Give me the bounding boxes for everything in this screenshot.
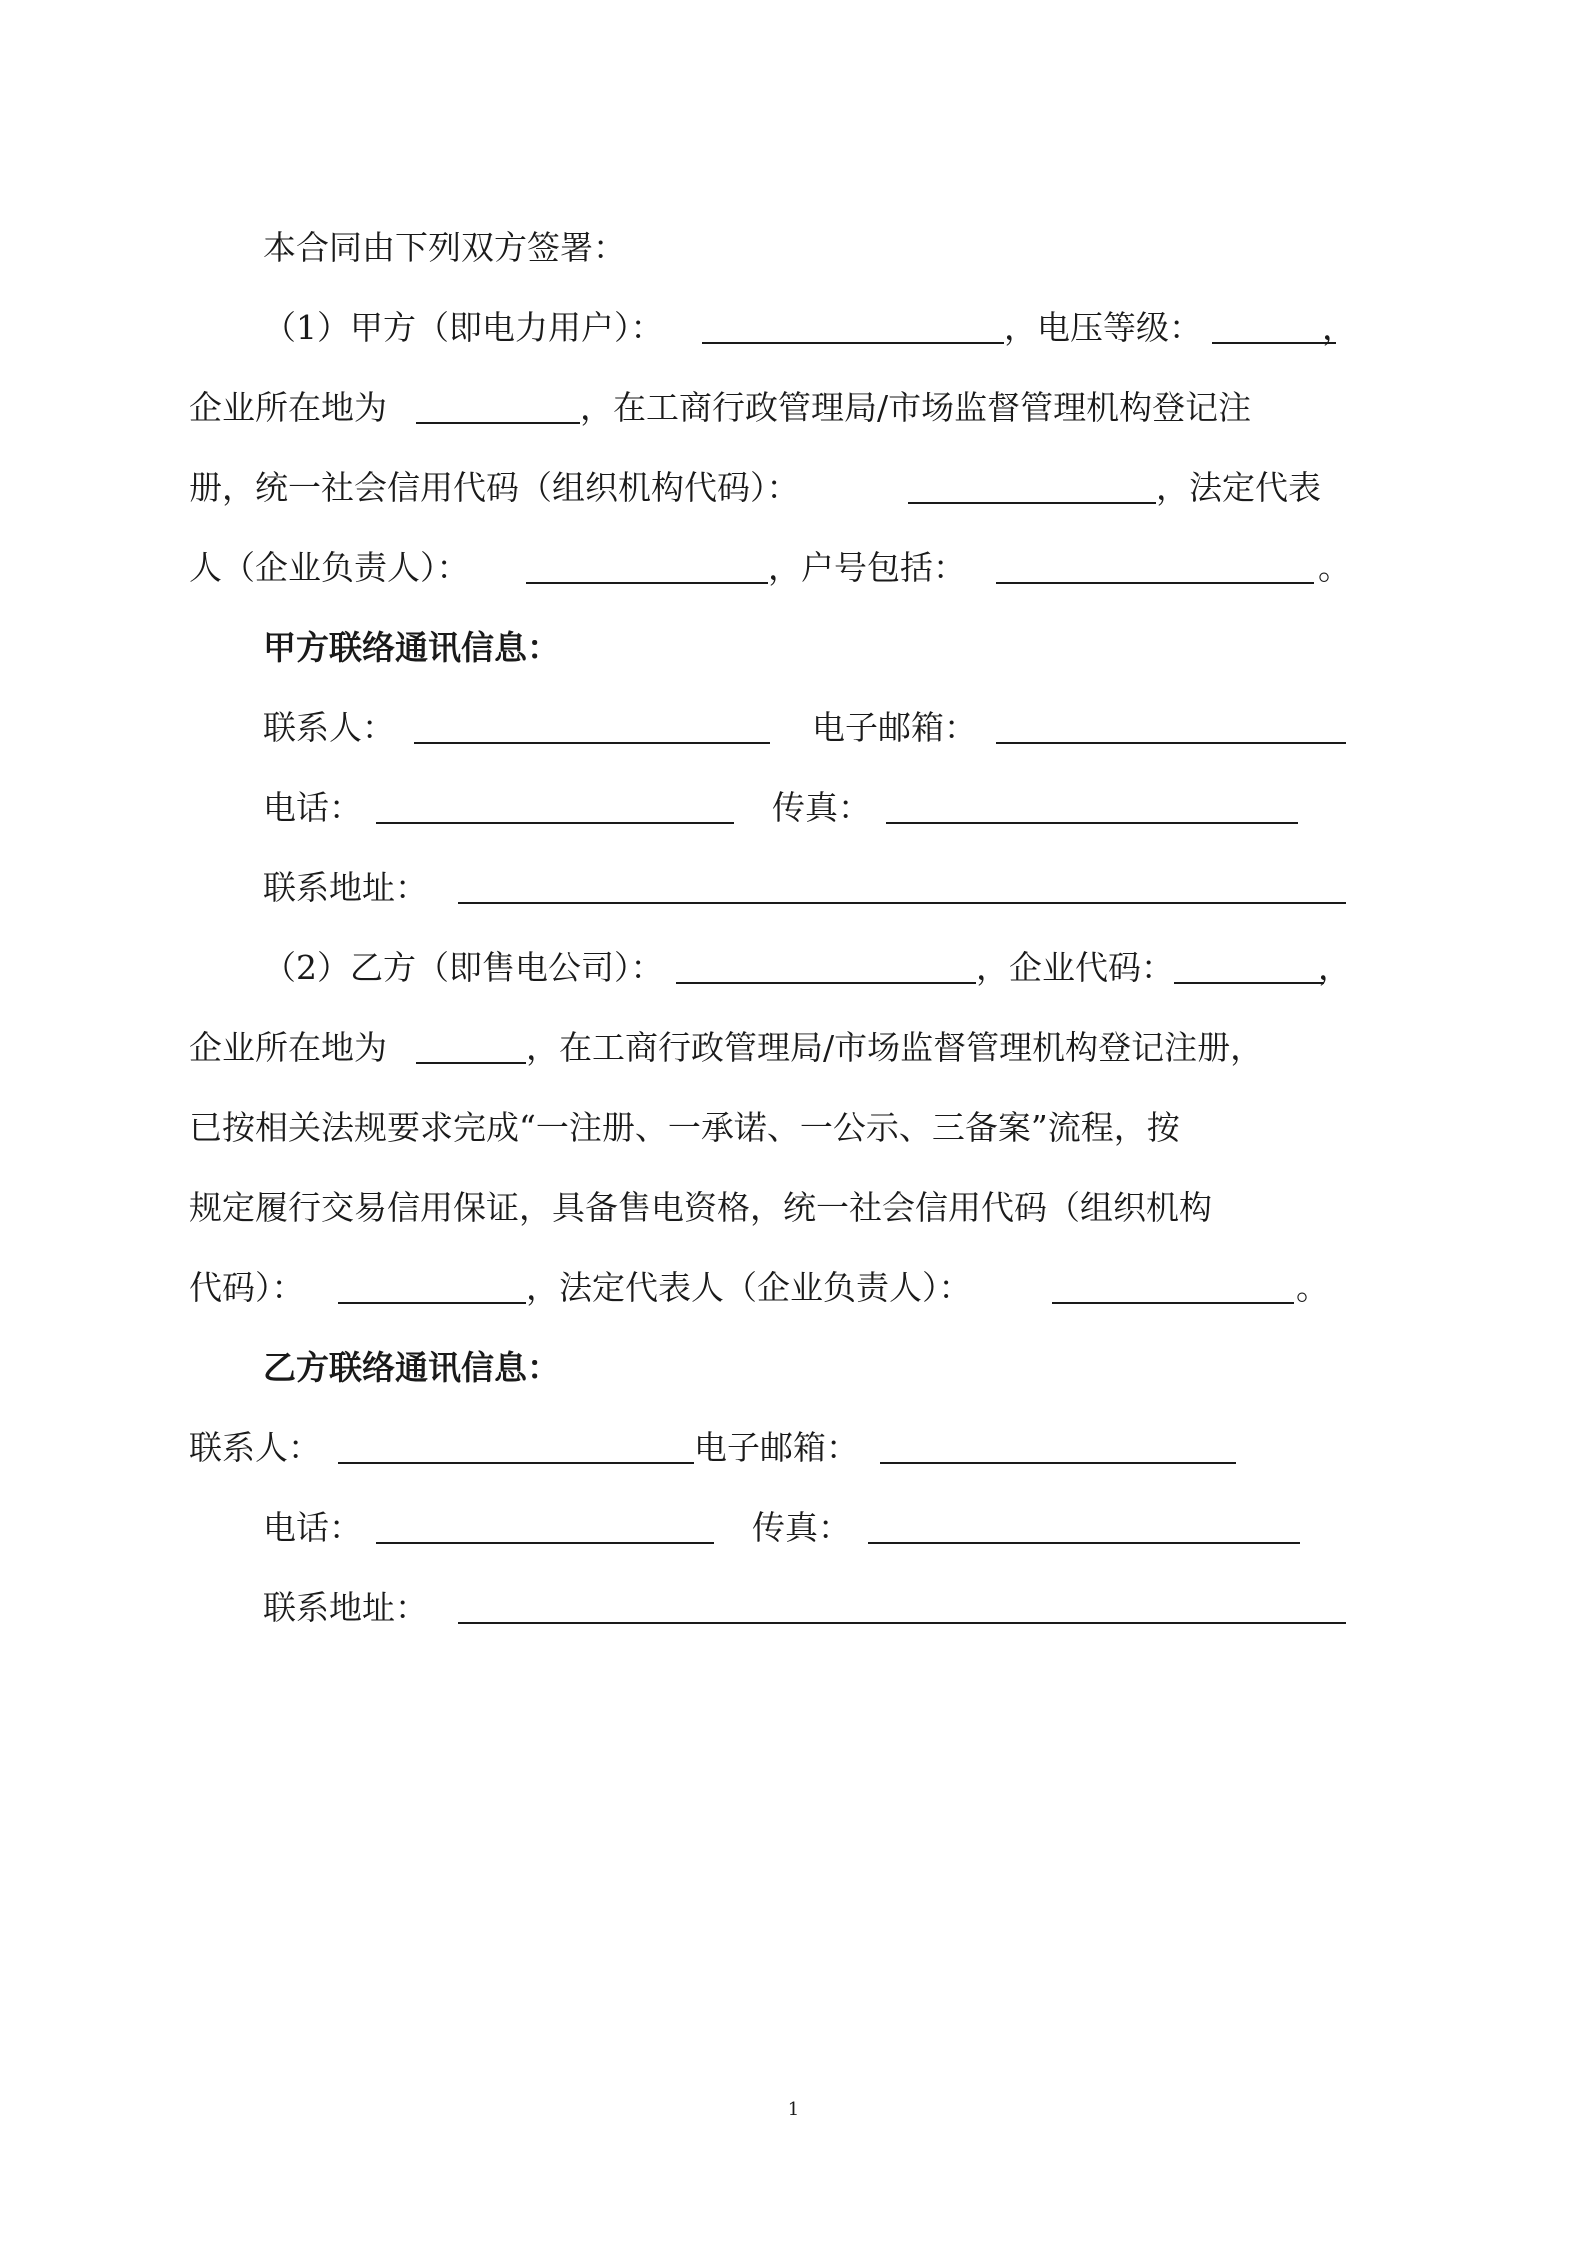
party-a-address-label: 联系地址： bbox=[263, 868, 428, 907]
party-b-fax-field[interactable] bbox=[868, 1542, 1300, 1544]
party-b-register-text: ，在工商行政管理局/市场监督管理机构登记注册， bbox=[526, 1028, 1264, 1067]
party-a-fax-label: 传真： bbox=[772, 788, 871, 827]
party-b-location-field[interactable] bbox=[416, 1062, 526, 1064]
party-b-period: 。 bbox=[1296, 1268, 1329, 1307]
party-b-legal-rep-field[interactable] bbox=[1052, 1302, 1294, 1304]
party-a-label: （1）甲方（即电力用户）： bbox=[263, 308, 664, 347]
party-a-credit-code-label: 册，统一社会信用代码（组织机构代码）： bbox=[189, 468, 800, 507]
party-b-email-field[interactable] bbox=[880, 1462, 1236, 1464]
party-a-legal-rep-field[interactable] bbox=[526, 582, 768, 584]
party-b-address-label: 联系地址： bbox=[263, 1588, 428, 1627]
party-a-credit-code-field[interactable] bbox=[908, 502, 1156, 504]
party-a-email-label: 电子邮箱： bbox=[812, 708, 977, 747]
party-b-legal-rep-label: ，法定代表人（企业负责人）： bbox=[526, 1268, 972, 1307]
party-a-fax-field[interactable] bbox=[886, 822, 1298, 824]
page-number: 1 bbox=[787, 2099, 800, 2120]
party-b-credit-code-label: 代码）： bbox=[189, 1268, 305, 1307]
party-a-email-field[interactable] bbox=[996, 742, 1346, 744]
party-b-code-field[interactable] bbox=[1174, 982, 1324, 984]
party-a-contact-heading: 甲方联络通讯信息： bbox=[263, 628, 560, 667]
party-b-label: （2）乙方（即售电公司）： bbox=[263, 948, 664, 987]
party-b-process-text: 已按相关法规要求完成“一注册、一承诺、一公示、三备案”流程，按 bbox=[189, 1108, 1180, 1147]
voltage-field[interactable] bbox=[1212, 342, 1336, 344]
party-b-location-label: 企业所在地为 bbox=[189, 1028, 387, 1067]
party-b-qualification-text: 规定履行交易信用保证，具备售电资格，统一社会信用代码（组织机构 bbox=[189, 1188, 1212, 1227]
party-a-legal-rep-label: ，法定代表 bbox=[1156, 468, 1321, 507]
account-label: ，户号包括： bbox=[768, 548, 966, 587]
voltage-end: ， bbox=[1322, 308, 1355, 347]
party-b-fax-label: 传真： bbox=[752, 1508, 851, 1547]
party-b-address-field[interactable] bbox=[458, 1622, 1346, 1624]
party-b-code-label: ，企业代码： bbox=[976, 948, 1174, 987]
party-b-credit-code-field[interactable] bbox=[338, 1302, 526, 1304]
party-a-register-text: ，在工商行政管理局/市场监督管理机构登记注 bbox=[580, 388, 1252, 427]
party-b-email-label: 电子邮箱： bbox=[694, 1428, 859, 1467]
party-a-address-field[interactable] bbox=[458, 902, 1346, 904]
intro-text: 本合同由下列双方签署： bbox=[263, 228, 626, 267]
party-a-legal-rep-label-2: 人（企业负责人）： bbox=[189, 548, 470, 587]
party-b-name-field[interactable] bbox=[676, 982, 976, 984]
party-b-phone-field[interactable] bbox=[376, 1542, 714, 1544]
party-a-location-field[interactable] bbox=[416, 422, 580, 424]
party-b-code-end: ， bbox=[1318, 948, 1351, 987]
party-b-contact-person-field[interactable] bbox=[338, 1462, 694, 1464]
party-a-contact-person-field[interactable] bbox=[414, 742, 770, 744]
voltage-label: ，电压等级： bbox=[1004, 308, 1202, 347]
party-a-contact-person-label: 联系人： bbox=[263, 708, 395, 747]
party-a-location-label: 企业所在地为 bbox=[189, 388, 387, 427]
party-a-phone-field[interactable] bbox=[376, 822, 734, 824]
party-b-contact-person-label: 联系人： bbox=[189, 1428, 321, 1467]
party-a-name-field[interactable] bbox=[702, 342, 1004, 344]
party-b-phone-label: 电话： bbox=[263, 1508, 362, 1547]
party-b-contact-heading: 乙方联络通讯信息： bbox=[263, 1348, 560, 1387]
party-a-phone-label: 电话： bbox=[263, 788, 362, 827]
party-a-period: 。 bbox=[1318, 548, 1351, 587]
account-field[interactable] bbox=[996, 582, 1314, 584]
